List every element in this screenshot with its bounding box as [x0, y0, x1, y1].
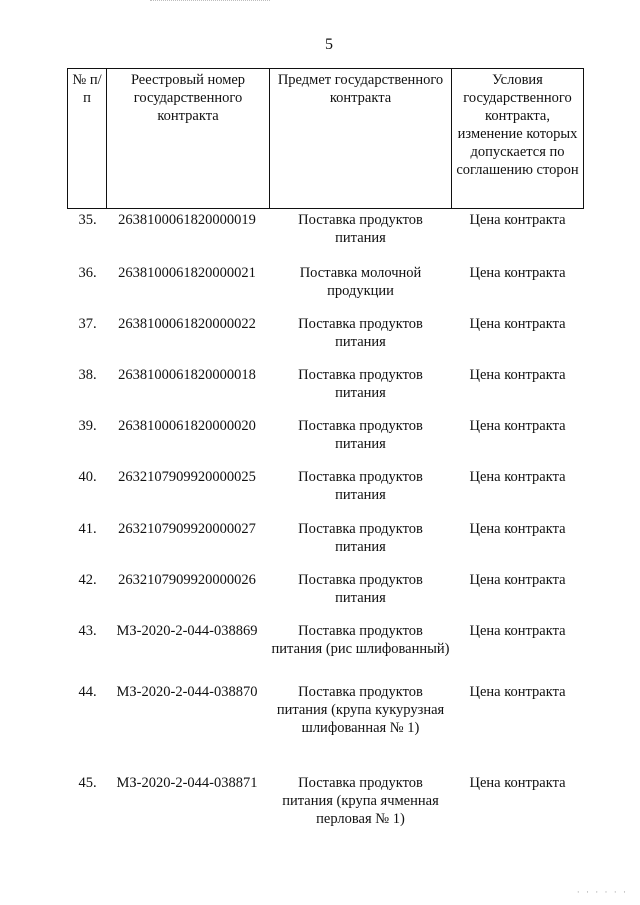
cell-conditions: Цена контракта: [469, 622, 566, 639]
cell-conditions: Цена контракта: [469, 468, 566, 485]
cell-subject: Поставка продуктов питания (крупа кукурузная шлифованная № 1): [276, 683, 445, 736]
cell-registry: 2638100061820000018: [118, 366, 256, 383]
cell-registry: 2632107909920000026: [118, 571, 256, 588]
cell-registry: 2638100061820000021: [118, 264, 256, 281]
cell-num: 42.: [78, 571, 97, 588]
table-row: [68, 569, 584, 620]
table-row: [68, 681, 584, 772]
cell-conditions: Цена контракта: [469, 366, 566, 383]
cell-conditions: Цена контракта: [469, 571, 566, 588]
cell-subject: Поставка продуктов питания: [298, 520, 423, 555]
cell-subject: Поставка продуктов питания: [298, 417, 423, 452]
cell-subject: Поставка продуктов питания: [298, 315, 423, 350]
cell-registry: МЗ-2020-2-044-038870: [116, 683, 258, 700]
header-conditions: Условия государственного контракта, изменение которых допускается по соглашению сторон: [452, 69, 584, 209]
cell-subject: Поставка продуктов питания (рис шлифованный): [271, 622, 450, 657]
cell-num: 36.: [78, 264, 97, 281]
cell-num: 37.: [78, 315, 97, 332]
cell-registry: 2638100061820000020: [118, 417, 256, 434]
cell-conditions: Цена контракта: [469, 417, 566, 434]
table-row: [68, 415, 584, 466]
header-registry: Реестровый номер государственного контракта: [107, 69, 270, 209]
cell-conditions: Цена контракта: [469, 683, 566, 700]
page-number: 5: [325, 36, 333, 53]
cell-registry: 2638100061820000019: [118, 212, 256, 228]
table-row: [68, 313, 584, 364]
cell-conditions: Цена контракта: [469, 315, 566, 332]
cell-conditions: Цена контракта: [469, 774, 566, 791]
table-row: [68, 620, 584, 681]
cell-subject: Поставка продуктов питания: [298, 212, 423, 246]
table-row: [68, 518, 584, 569]
table-row: [68, 262, 584, 313]
cell-registry: МЗ-2020-2-044-038871: [116, 774, 258, 791]
scan-artifact-bottom: · · · · · ·: [576, 887, 628, 897]
cell-conditions: Цена контракта: [469, 264, 566, 281]
table-row: [68, 772, 584, 842]
table-row: [68, 466, 584, 518]
table-row: [68, 209, 584, 262]
table-row: [68, 364, 584, 415]
cell-subject: Поставка продуктов питания: [298, 366, 423, 401]
cell-registry: МЗ-2020-2-044-038869: [116, 622, 258, 639]
cell-registry: 2638100061820000022: [118, 315, 256, 332]
cell-num: 45.: [78, 774, 97, 791]
cell-registry: 2632107909920000027: [118, 520, 256, 537]
cell-subject: Поставка продуктов питания (крупа ячменная перловая № 1): [282, 774, 439, 827]
cell-num: 43.: [78, 622, 97, 639]
cell-num: 44.: [78, 683, 97, 700]
cell-num: 38.: [78, 366, 97, 383]
cell-subject: Поставка молочной продукции: [299, 264, 422, 299]
cell-conditions: Цена контракта: [469, 520, 566, 537]
contracts-table: [67, 68, 584, 842]
cell-conditions: Цена контракта: [469, 212, 566, 228]
cell-num: 41.: [78, 520, 97, 537]
cell-subject: Поставка продуктов питания: [298, 468, 423, 503]
cell-num: 40.: [78, 468, 97, 485]
header-num: № п/п: [68, 69, 107, 209]
cell-num: 39.: [78, 417, 97, 434]
cell-subject: Поставка продуктов питания: [298, 571, 423, 606]
table-header-row: [68, 69, 584, 209]
cell-num: 35.: [78, 212, 97, 228]
scan-artifact-top: [150, 0, 270, 2]
header-subject: Предмет государственного контракта: [270, 69, 452, 209]
cell-registry: 2632107909920000025: [118, 468, 256, 485]
